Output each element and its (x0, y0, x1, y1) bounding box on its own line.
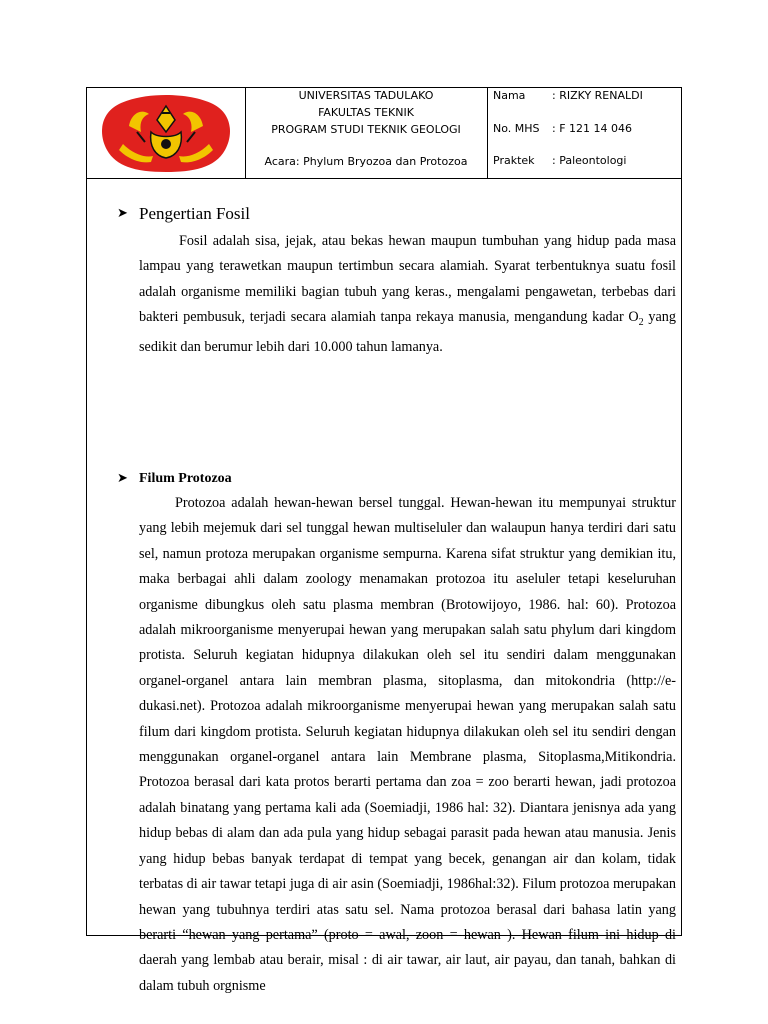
arrow-bullet-icon: ➤ (117, 206, 128, 221)
info-praktek (493, 154, 626, 167)
paragraph-text: yang sedikit dan berumur lebih dari 10.000 tahun lamanya. (139, 309, 676, 356)
info-cell (487, 88, 681, 178)
info-value: : F 121 14 046 (552, 122, 633, 135)
info-no-mhs (493, 122, 632, 135)
university-name: UNIVERSITAS TADULAKO (298, 89, 434, 102)
title-cell (245, 88, 488, 178)
subscript-two: 2 (638, 317, 644, 329)
logo-cell (87, 88, 246, 178)
university-logo-icon (93, 92, 239, 174)
paragraph-pengertian-fosil (139, 229, 676, 361)
info-label: No. MHS (493, 122, 540, 135)
arrow-bullet-icon: ➤ (117, 471, 128, 486)
info-nama (493, 89, 643, 102)
paragraph-text: Fosil adalah sisa, jejak, atau bekas hewan maupun tumbuhan yang hidup pada masa lampau yang terawetkan maupun tertimbun secara alamiah. Syarat terbentuknya suatu fosil adalah organisme memiliki bagian tubuh yang keras., mengalami pengawetan, terbebas dari bakteri pembusuk, terjadi secara alamiah tanpa rekaya manusia, mengandung kadar O (139, 233, 676, 326)
faculty-name: FAKULTAS TEKNIK (318, 106, 414, 119)
header-table (87, 88, 681, 179)
section-heading-filum-protozoa: Filum Protozoa (139, 471, 232, 486)
info-value: : RIZKY RENALDI (552, 89, 643, 102)
acara-title: Acara: Phylum Bryozoa dan Protozoa (264, 155, 468, 168)
info-label: Nama (493, 89, 526, 102)
program-name: PROGRAM STUDI TEKNIK GEOLOGI (271, 123, 461, 136)
info-label: Praktek (493, 154, 535, 167)
section-heading-pengertian-fosil: Pengertian Fosil (139, 204, 250, 223)
paragraph-filum-protozoa: Protozoa adalah hewan-hewan bersel tunggal. Hewan-hewan itu mempunyai struktur yang lebih mejemuk dari sel tunggal hewan multiseluler dan walaupun hanya terdiri dari satu sel, namun protoza merupakan organisme sempurna. Karena sifat struktur yang demikian itu, maka berbagai ahli dalam zoology menamakan protozoa itu aseluler tetapi keseluruhan organisme dibungkus oleh satu plasma membran (Brotowijoyo, 1986. hal: 60). Protozoa adalah mikroorganisme menyerupai hewan yang merupakan salah satu phylum dari kingdom protista. Seluruh kegiatan hidupnya dilakukan oleh sel itu sendiri dalam menggunakan organel-organel antara lain membran plasma, sitoplasma, dan mitokondria (http://e-dukasi.net). Protozoa adalah mikroorganisme menyerupai hewan yang merupakan salah satu filum dari kingdom protista. Seluruh kegiatan hidupnya dilakukan oleh sel itu sendiri dengan menggunakan organel-organel antara lain Membrane plasma, Sitoplasma,Mitikondria. Protozoa berasal dari kata protos berarti pertama dan zoa = zoo berarti hewan, jadi protozoa adalah binatang yang pertama kali ada (Soemiadji, 1986 hal: 32). Diantara jenisnya ada yang hidup bebas di alam dan ada pula yang hidup sebagai parasit pada hewan atau manusia. Jenis yang hidup bebas banyak terdapat di tempat yang becek, genangan air dan kolam, tidak terbatas di air tawar tetapi juga di air asin (Soemiadji, 1986hal:32). Filum protozoa merupakan hewan yang tubuhnya terdiri atas satu sel. Nama protozoa berasal dari bahasa latin yang berarti “hewan yang pertama” (proto = awal, zoon = hewan ). Hewan filum ini hidup di daerah yang lembab atau berair, misal : di air tawar, air laut, air payau, dan tanah, bahkan di dalam tubuh orgnisme (139, 495, 676, 994)
info-value: : Paleontologi (552, 154, 627, 167)
document-frame (86, 87, 682, 994)
